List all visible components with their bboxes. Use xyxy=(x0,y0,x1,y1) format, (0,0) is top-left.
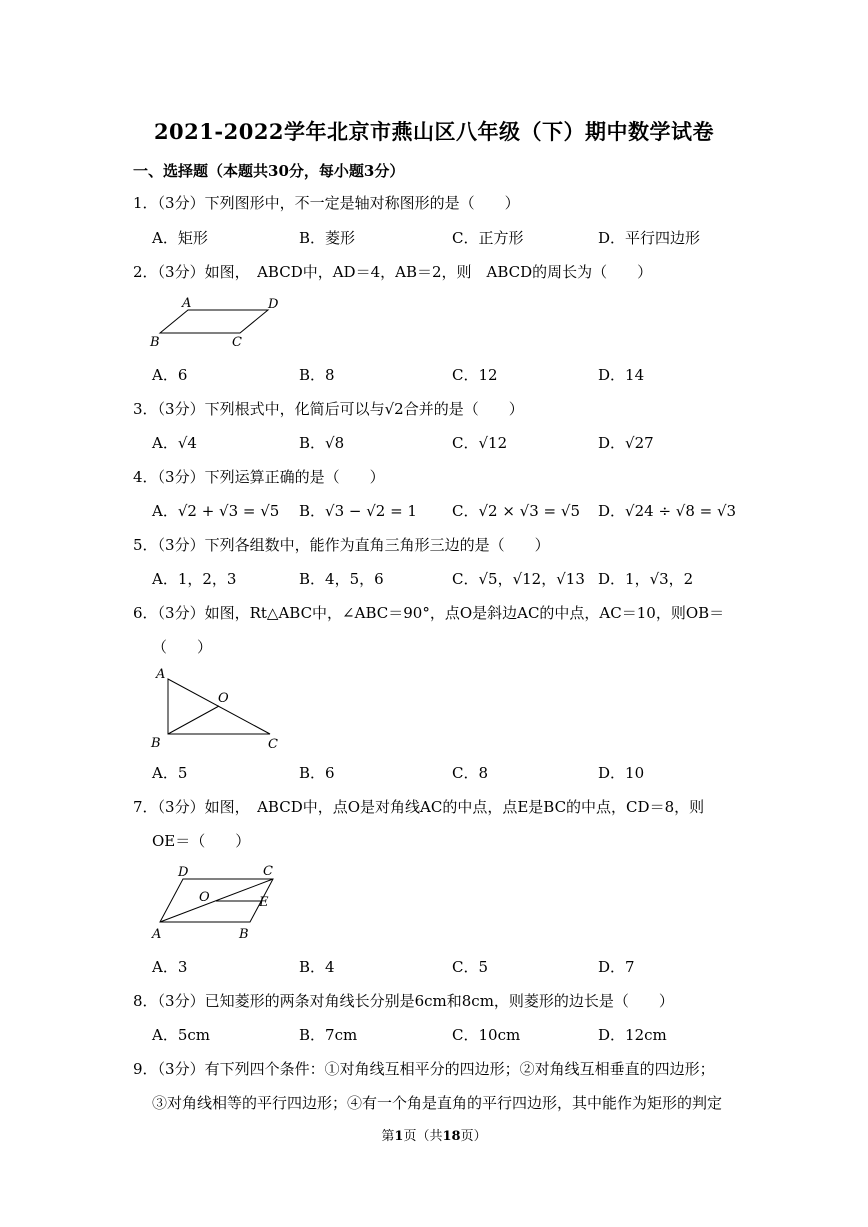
label-c: C xyxy=(232,335,242,350)
q5-option-c: C．√5，√12，√13 xyxy=(452,570,585,588)
label-c: C xyxy=(263,864,273,879)
right-triangle-figure-q6 xyxy=(148,663,288,753)
q2-option-a: A．6 xyxy=(152,366,188,384)
q7-option-d: D．7 xyxy=(598,958,635,976)
q1-option-d: D．平行四边形 xyxy=(598,229,701,247)
q3-option-c: C．√12 xyxy=(452,434,508,452)
q5-option-a: A．1，2，3 xyxy=(152,570,237,588)
section-heading: 一、选择题（本题共30分，每小题3分） xyxy=(133,162,405,180)
question-4-stem: 4．（3分）下列运算正确的是（ ） xyxy=(133,468,385,486)
footer-prefix: 第 xyxy=(381,1129,395,1144)
q1-option-a: A．矩形 xyxy=(152,229,208,247)
q5-option-b: B．4，5，6 xyxy=(299,570,384,588)
q1-option-b: B．菱形 xyxy=(299,229,356,247)
question-9-stem-cont: ③对角线相等的平行四边形；④有一个角是直角的平行四边形，其中能作为矩形的判定 xyxy=(152,1094,723,1112)
parallelogram-figure-q7 xyxy=(148,860,288,945)
question-3-stem: 3．（3分）下列根式中，化简后可以与√2合并的是（ ） xyxy=(133,400,524,418)
label-b: B xyxy=(151,736,161,751)
label-a: A xyxy=(156,667,166,682)
question-6-stem-cont: （ ） xyxy=(152,638,213,656)
q4-option-b: B．√3 − √2 = 1 xyxy=(299,502,417,520)
q8-option-c: C．10cm xyxy=(452,1026,521,1044)
q8-option-d: D．12cm xyxy=(598,1026,667,1044)
label-d: D xyxy=(268,297,279,312)
q6-option-a: A．5 xyxy=(152,764,188,782)
q4-option-c: C．√2 × √3 = √5 xyxy=(452,502,580,520)
q7-option-c: C．5 xyxy=(452,958,489,976)
parallelogram-figure-q2 xyxy=(148,293,283,351)
q8-option-b: B．7cm xyxy=(299,1026,358,1044)
question-1-stem: 1．（3分）下列图形中，不一定是轴对称图形的是（ ） xyxy=(133,194,520,212)
q2-option-c: C．12 xyxy=(452,366,498,384)
page-footer xyxy=(0,1125,868,1144)
question-9-stem: 9．（3分）有下列四个条件：①对角线互相平分的四边形；②对角线互相垂直的四边形； xyxy=(133,1060,715,1078)
label-c: C xyxy=(268,737,278,752)
label-o: O xyxy=(218,691,229,706)
label-o: O xyxy=(199,890,210,905)
q3-option-d: D．√27 xyxy=(598,434,654,452)
q6-option-b: B．6 xyxy=(299,764,335,782)
q6-option-d: D．10 xyxy=(598,764,645,782)
q3-option-a: A．√4 xyxy=(152,434,197,452)
label-b: B xyxy=(239,927,249,942)
question-6-stem: 6．（3分）如图，Rt△ABC中，∠ABC＝90°，点O是斜边AC的中点，AC＝10，则OB＝ xyxy=(133,604,725,622)
page-title: 2021-2022学年北京市燕山区八年级（下）期中数学试卷 xyxy=(153,119,715,144)
question-2-stem: 2．（3分）如图， ABCD中，AD＝4，AB＝2，则 ABCD的周长为（ ） xyxy=(133,263,653,281)
question-7-stem-cont: OE＝（ ） xyxy=(152,832,251,850)
q2-option-d: D．14 xyxy=(598,366,645,384)
footer-suffix: 页） xyxy=(460,1129,487,1144)
q7-option-a: A．3 xyxy=(152,958,188,976)
q4-option-d: D．√24 ÷ √8 = √3 xyxy=(598,502,737,520)
footer-mid: 页（共 xyxy=(403,1129,443,1144)
label-a: A xyxy=(152,927,162,942)
page-number: 1 xyxy=(394,1129,404,1144)
q3-option-b: B．√8 xyxy=(299,434,345,452)
q7-option-b: B．4 xyxy=(299,958,335,976)
q5-option-d: D．1，√3，2 xyxy=(598,570,694,588)
label-a: A xyxy=(182,296,192,311)
q2-option-b: B．8 xyxy=(299,366,335,384)
question-5-stem: 5．（3分）下列各组数中，能作为直角三角形三边的是（ ） xyxy=(133,536,550,554)
question-7-stem: 7．（3分）如图， ABCD中，点O是对角线AC的中点，点E是BC的中点，CD＝8，则 xyxy=(133,798,705,816)
q8-option-a: A．5cm xyxy=(152,1026,211,1044)
q4-option-a: A．√2 + √3 = √5 xyxy=(152,502,280,520)
q1-option-c: C．正方形 xyxy=(452,229,524,247)
label-e: E xyxy=(259,895,269,910)
label-d: D xyxy=(178,865,189,880)
label-b: B xyxy=(150,335,160,350)
question-8-stem: 8．（3分）已知菱形的两条对角线长分别是6cm和8cm，则菱形的边长是（ ） xyxy=(133,992,674,1010)
total-pages: 18 xyxy=(442,1129,461,1144)
q6-option-c: C．8 xyxy=(452,764,489,782)
